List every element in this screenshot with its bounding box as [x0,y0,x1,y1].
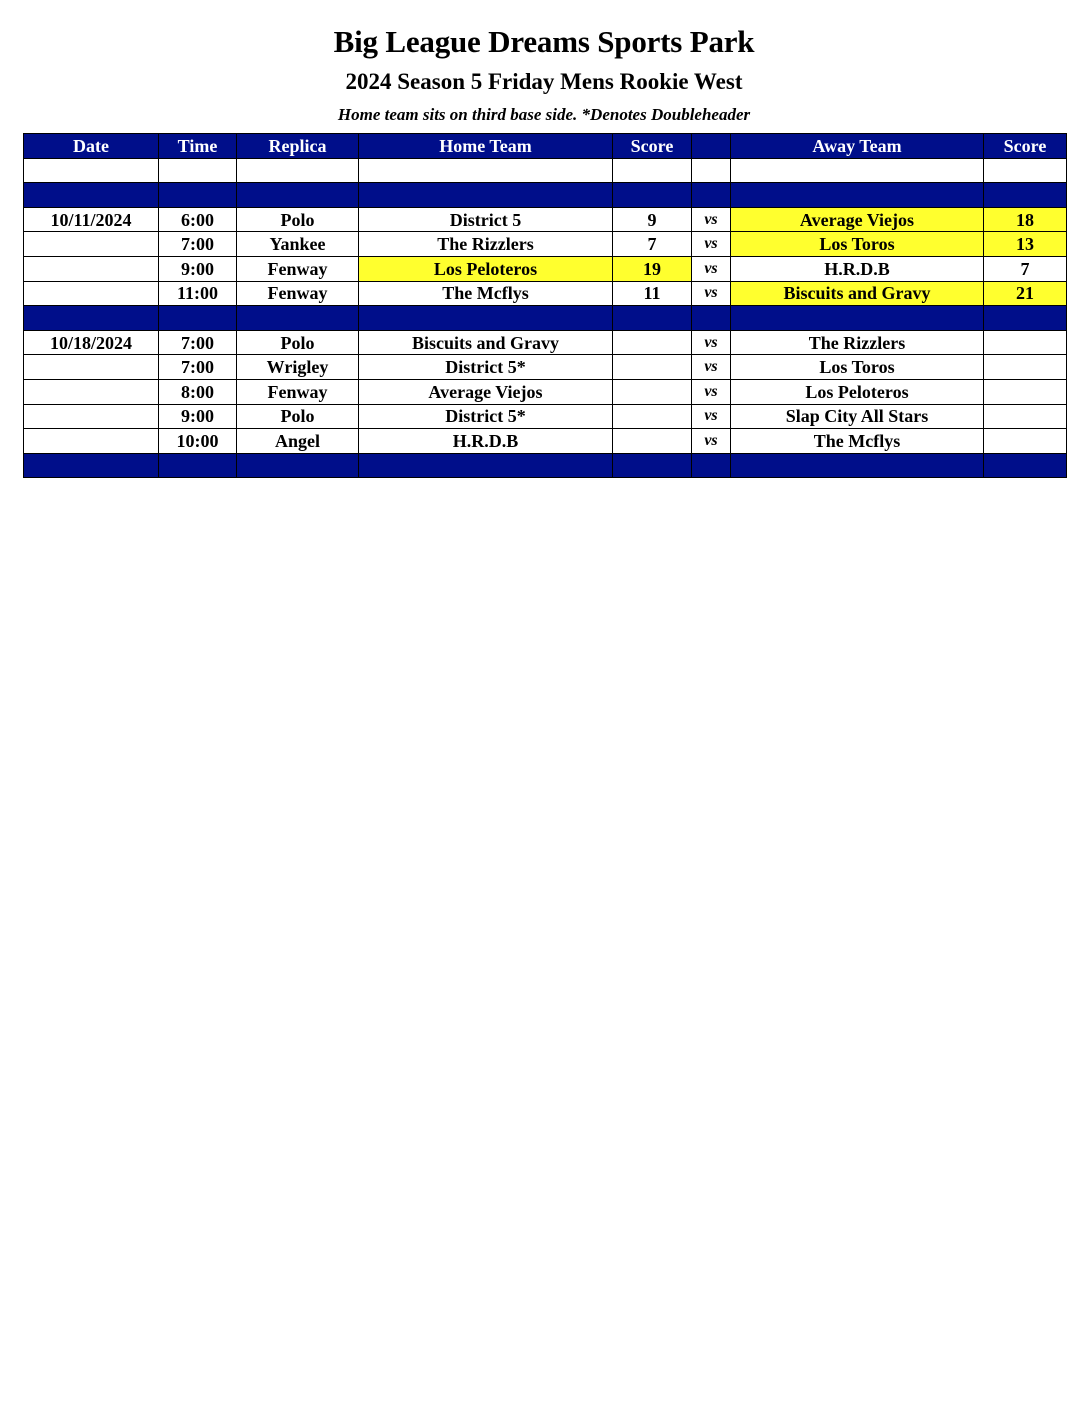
separator-row [24,453,1067,478]
time-cell: 7:00 [159,232,237,257]
away-score-cell [984,158,1067,183]
date-cell [24,158,159,183]
replica-cell [237,306,359,331]
away-score-cell [984,429,1067,454]
away-team-cell: H.R.D.B [731,256,984,281]
blank-row [24,158,1067,183]
away-score-cell [984,330,1067,355]
game-row [24,207,1067,232]
away-score-cell [984,183,1067,208]
away-score-cell: 21 [984,281,1067,306]
col-header-date: Date [24,134,159,159]
date-cell [24,404,159,429]
home-score-cell [613,330,692,355]
schedule-note: Home team sits on third base side. *Denotes Doubleheader [337,105,751,124]
replica-cell: Polo [237,207,359,232]
home-team-cell [359,306,613,331]
date-cell [24,306,159,331]
game-row [24,256,1067,281]
game-row [24,404,1067,429]
replica-cell: Polo [237,404,359,429]
game-row [24,379,1067,404]
home-team-cell: The Rizzlers [359,232,613,257]
replica-cell: Fenway [237,256,359,281]
home-team-cell: District 5* [359,355,613,380]
replica-cell: Yankee [237,232,359,257]
away-score-cell [984,355,1067,380]
home-team-cell [359,183,613,208]
replica-cell: Angel [237,429,359,454]
vs-cell: vs [692,330,731,355]
vs-cell: vs [692,281,731,306]
vs-cell [692,306,731,331]
away-team-cell: Biscuits and Gravy [731,281,984,306]
game-row [24,355,1067,380]
time-cell: 9:00 [159,404,237,429]
home-team-cell [359,158,613,183]
schedule-table [23,133,1067,478]
time-cell: 7:00 [159,330,237,355]
game-row [24,232,1067,257]
away-team-cell [731,183,984,208]
separator-row [24,183,1067,208]
home-team-cell: H.R.D.B [359,429,613,454]
away-team-cell: Average Viejos [731,207,984,232]
date-cell: 10/18/2024 [24,330,159,355]
vs-cell [692,158,731,183]
replica-cell [237,453,359,478]
home-score-cell: 19 [613,256,692,281]
replica-cell: Polo [237,330,359,355]
home-team-cell: District 5 [359,207,613,232]
replica-cell [237,158,359,183]
date-cell [24,183,159,208]
away-score-cell: 7 [984,256,1067,281]
away-team-cell: The Mcflys [731,429,984,454]
col-header-home-team: Home Team [359,134,613,159]
vs-cell [692,183,731,208]
page-subtitle: 2024 Season 5 Friday Mens Rookie West [345,69,743,94]
home-score-cell [613,453,692,478]
col-header-home-score: Score [613,134,692,159]
home-score-cell [613,404,692,429]
col-header-away-team: Away Team [731,134,984,159]
time-cell: 9:00 [159,256,237,281]
vs-cell: vs [692,355,731,380]
vs-cell: vs [692,379,731,404]
time-cell: 10:00 [159,429,237,454]
home-team-cell: The Mcflys [359,281,613,306]
home-score-cell: 9 [613,207,692,232]
away-score-cell [984,306,1067,331]
time-cell: 6:00 [159,207,237,232]
away-score-cell [984,453,1067,478]
vs-cell: vs [692,256,731,281]
vs-cell [692,453,731,478]
home-score-cell [613,355,692,380]
time-cell [159,453,237,478]
home-team-cell [359,453,613,478]
time-cell: 8:00 [159,379,237,404]
date-cell: 10/11/2024 [24,207,159,232]
date-cell [24,429,159,454]
replica-cell: Fenway [237,379,359,404]
time-cell [159,306,237,331]
home-team-cell: Los Peloteros [359,256,613,281]
date-cell [24,453,159,478]
schedule-body [24,158,1067,478]
header-row [24,134,1067,159]
date-cell [24,256,159,281]
replica-cell [237,183,359,208]
game-row [24,330,1067,355]
col-header-replica: Replica [237,134,359,159]
col-header-vs [692,134,731,159]
game-row [24,429,1067,454]
page-title: Big League Dreams Sports Park [333,24,755,59]
home-score-cell [613,379,692,404]
away-score-cell: 13 [984,232,1067,257]
home-score-cell [613,183,692,208]
home-score-cell [613,158,692,183]
time-cell [159,158,237,183]
away-team-cell [731,158,984,183]
time-cell: 7:00 [159,355,237,380]
away-score-cell: 18 [984,207,1067,232]
date-cell [24,355,159,380]
away-team-cell: Los Toros [731,355,984,380]
date-cell [24,281,159,306]
vs-cell: vs [692,232,731,257]
vs-cell: vs [692,207,731,232]
vs-cell: vs [692,404,731,429]
date-cell [24,232,159,257]
replica-cell: Wrigley [237,355,359,380]
home-score-cell: 7 [613,232,692,257]
home-team-cell: District 5* [359,404,613,429]
col-header-away-score: Score [984,134,1067,159]
away-score-cell [984,379,1067,404]
away-team-cell: Slap City All Stars [731,404,984,429]
home-score-cell: 11 [613,281,692,306]
col-header-time: Time [159,134,237,159]
away-team-cell: The Rizzlers [731,330,984,355]
replica-cell: Fenway [237,281,359,306]
vs-cell: vs [692,429,731,454]
game-row [24,281,1067,306]
home-score-cell [613,306,692,331]
away-team-cell: Los Toros [731,232,984,257]
time-cell [159,183,237,208]
home-team-cell: Biscuits and Gravy [359,330,613,355]
home-team-cell: Average Viejos [359,379,613,404]
away-team-cell: Los Peloteros [731,379,984,404]
away-score-cell [984,404,1067,429]
home-score-cell [613,429,692,454]
time-cell: 11:00 [159,281,237,306]
date-cell [24,379,159,404]
away-team-cell [731,453,984,478]
away-team-cell [731,306,984,331]
separator-row [24,306,1067,331]
